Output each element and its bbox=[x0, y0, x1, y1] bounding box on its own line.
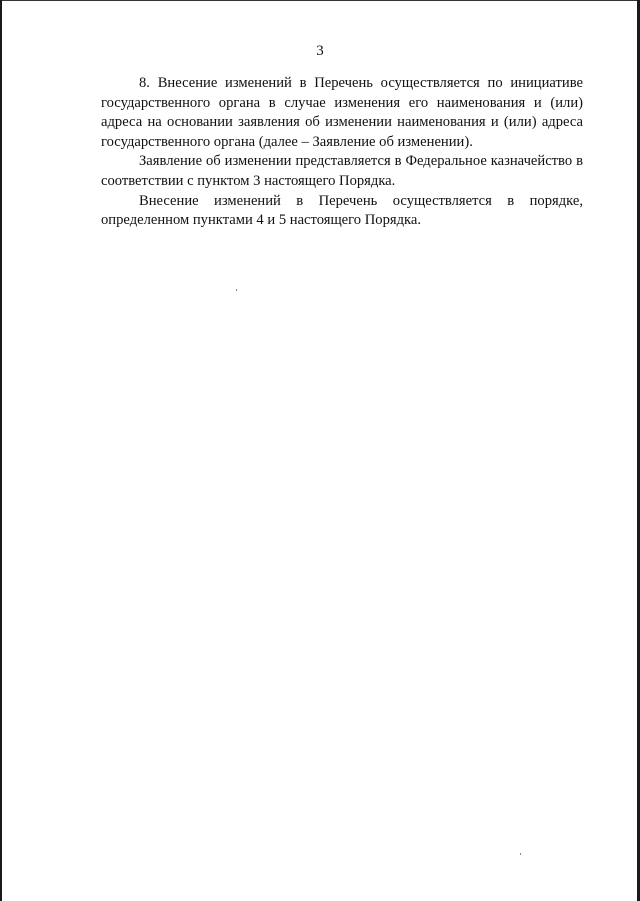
scan-top-edge bbox=[0, 0, 640, 1]
scan-left-edge bbox=[0, 0, 2, 901]
paragraph-application: Заявление об изменении представляется в Федеральное казначейство в соответствии с пунктом 3 настоящего Порядка. bbox=[101, 153, 583, 189]
page-number: 3 bbox=[316, 43, 324, 59]
paragraph-procedure: Внесение изменений в Перечень осуществляется в порядке, определенном пунктами 4 и 5 настоящего Порядка. bbox=[101, 192, 583, 229]
scan-speck bbox=[236, 289, 237, 291]
scan-speck bbox=[520, 853, 521, 855]
document-body bbox=[101, 74, 583, 231]
paragraph-item-8: 8. Внесение изменений в Перечень осуществляется по инициативе государственного органа в случае изменения его наименования и (или) адреса на основании заявления об изменении наименования и (или) адреса государственного органа (далее – Заявление об изменении). bbox=[101, 75, 583, 150]
